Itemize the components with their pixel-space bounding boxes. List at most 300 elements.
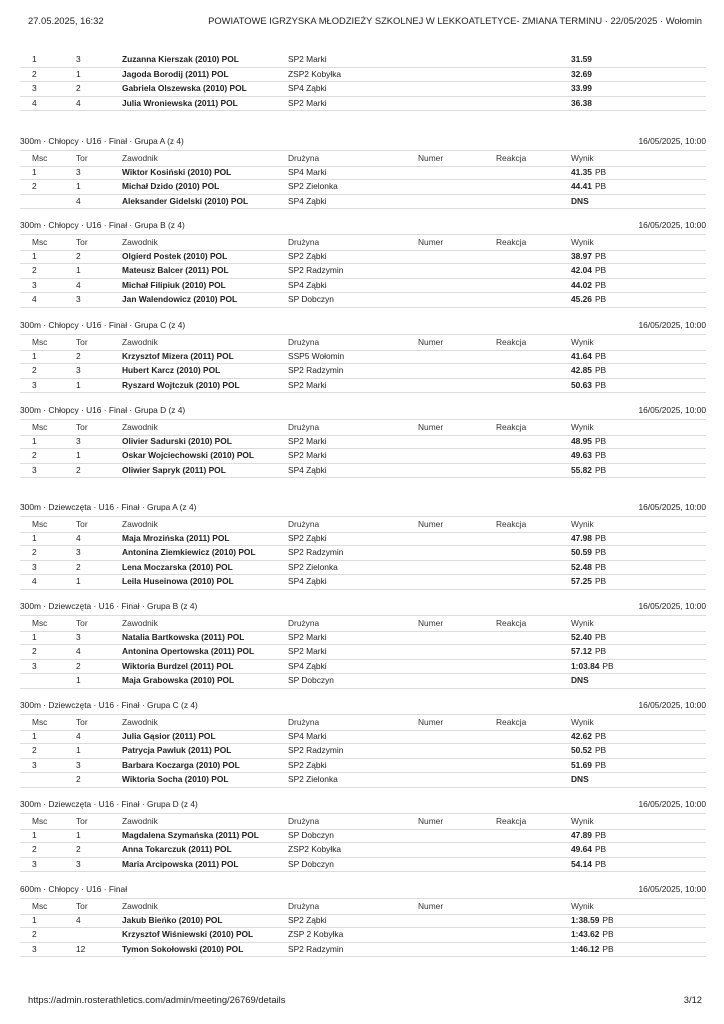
team-cell: ZSP2 Kobyłka [288, 68, 342, 79]
column-header: Msc [32, 901, 48, 911]
lane-cell: 1 [76, 829, 81, 840]
lane-cell: 3 [76, 54, 81, 64]
result-cell [571, 251, 606, 261]
lane-cell: 3 [76, 547, 81, 558]
table-row [20, 673, 706, 689]
result-value: 52.48 [571, 561, 592, 572]
lane-cell: 12 [76, 943, 86, 954]
athlete-name: Julia Wroniewska (2011) POL [122, 97, 238, 108]
lane-cell: 1 [76, 576, 81, 587]
team-cell: SP4 Ząbki [288, 464, 327, 475]
pb-badge: PB [594, 350, 607, 361]
team-cell: SP2 Marki [288, 631, 327, 642]
result-value: DNS [571, 675, 589, 686]
result-cell [571, 547, 606, 557]
result-cell [571, 450, 606, 460]
athlete-name: Zuzanna Kierszak (2010) POL [122, 54, 239, 64]
event-name: 300m · Dziewczęta · U16 · Finał · Grupa D (z 4) [20, 799, 198, 809]
result-value: 41.35 [571, 166, 592, 177]
place-cell: 4 [32, 576, 37, 587]
result-cell [571, 929, 614, 939]
lane-cell: 1 [76, 379, 81, 390]
footer-url[interactable]: https://admin.rosterathletics.com/admin/meeting/26769/details [28, 994, 286, 1005]
lane-cell: 2 [76, 774, 81, 785]
table-row [20, 67, 706, 83]
athlete-name: Barbara Koczarga (2010) POL [122, 759, 240, 770]
result-cell [571, 351, 606, 361]
result-value: 54.14 [571, 858, 592, 869]
result-value: 55.82 [571, 464, 592, 475]
team-cell: SP2 Ząbki [288, 250, 327, 261]
result-cell [571, 280, 606, 290]
pb-badge: PB [594, 759, 607, 770]
place-cell: 1 [32, 54, 37, 64]
place-cell: 2 [32, 547, 37, 558]
lane-cell: 1 [76, 675, 81, 686]
column-header: Reakcja [496, 422, 527, 432]
team-cell: SP Dobczyn [288, 829, 334, 840]
table-row [20, 743, 706, 759]
athlete-name: Gabriela Olszewska (2010) POL [122, 83, 247, 94]
column-header: Zawodnik [122, 237, 158, 247]
lane-cell: 2 [76, 561, 81, 572]
table-row [20, 560, 706, 576]
pb-badge: PB [602, 943, 614, 954]
result-value: 38.97 [571, 250, 592, 261]
result-value: 42.62 [571, 730, 592, 741]
team-cell: SP2 Ząbki [288, 759, 327, 770]
column-header: Reakcja [496, 337, 527, 347]
result-cell [571, 365, 606, 375]
column-header: Wynik [571, 901, 594, 911]
column-header: Msc [32, 717, 48, 727]
place-cell: 3 [32, 83, 37, 94]
lane-cell: 1 [76, 745, 81, 756]
table-row [20, 434, 706, 450]
lane-cell: 3 [76, 294, 81, 305]
column-header: Numer [418, 519, 444, 529]
result-cell [571, 774, 589, 784]
column-header: Msc [32, 337, 48, 347]
column-header: Numer [418, 422, 444, 432]
lane-cell: 3 [76, 631, 81, 642]
result-value: 1:03.84 [571, 660, 600, 671]
event-name: 600m · Chłopcy · U16 · Finał [20, 884, 128, 894]
place-cell: 1 [32, 829, 37, 840]
athlete-name: Maja Mrozińska (2011) POL [122, 532, 230, 543]
event-title [20, 405, 706, 419]
team-cell: SP2 Marki [288, 435, 327, 446]
event-name: 300m · Dziewczęta · U16 · Finał · Grupa C (z 4) [20, 700, 198, 710]
team-cell: SP2 Ząbki [288, 532, 327, 543]
lane-cell: 2 [76, 83, 81, 94]
event-name: 300m · Dziewczęta · U16 · Finał · Grupa A (z 4) [20, 502, 197, 512]
result-cell [571, 181, 606, 191]
table-row [20, 96, 706, 112]
pb-badge: PB [594, 379, 607, 390]
result-value: 49.63 [571, 450, 592, 461]
result-value: 44.02 [571, 279, 592, 290]
event-title [20, 136, 706, 150]
column-header: Zawodnik [122, 519, 158, 529]
table-row [20, 263, 706, 279]
place-cell: 2 [32, 646, 37, 657]
athlete-name: Antonina Opertowska (2011) POL [122, 646, 255, 657]
pb-badge: PB [602, 929, 614, 940]
lane-cell: 4 [76, 279, 81, 290]
result-cell [571, 915, 614, 925]
result-value: 50.59 [571, 547, 592, 558]
table-row [20, 81, 706, 97]
athlete-name: Maja Grabowska (2010) POL [122, 675, 235, 686]
pb-badge: PB [594, 450, 607, 461]
event-date: 16/05/2025, 10:00 [638, 601, 706, 611]
event-title [20, 700, 706, 714]
team-cell: SP2 Marki [288, 646, 327, 657]
team-cell: SP2 Marki [288, 450, 327, 461]
lane-cell: 4 [76, 646, 81, 657]
column-header: Tor [76, 519, 88, 529]
result-cell [571, 98, 592, 108]
result-value: 50.63 [571, 379, 592, 390]
event-date: 16/05/2025, 10:00 [638, 502, 706, 512]
lane-cell: 4 [76, 97, 81, 108]
place-cell: 2 [32, 929, 37, 940]
column-header: Reakcja [496, 153, 527, 163]
pb-badge: PB [594, 561, 607, 572]
column-header: Msc [32, 153, 48, 163]
place-cell: 3 [32, 943, 37, 954]
athlete-name: Maria Arcipowska (2011) POL [122, 858, 239, 869]
place-cell: 3 [32, 660, 37, 671]
athlete-name: Hubert Karcz (2010) POL [122, 365, 221, 376]
result-value: 1:38.59 [571, 914, 600, 925]
athlete-name: Patrycja Pawluk (2011) POL [122, 745, 232, 756]
result-cell [571, 859, 606, 869]
pb-badge: PB [602, 914, 614, 925]
team-cell: SP2 Radzymin [288, 943, 344, 954]
column-header: Drużyna [288, 717, 320, 727]
column-header: Wynik [571, 519, 594, 529]
column-header: Drużyna [288, 519, 320, 529]
pb-badge: PB [594, 547, 607, 558]
result-cell [571, 731, 606, 741]
pb-badge: PB [594, 829, 607, 840]
lane-cell: 1 [76, 68, 81, 79]
team-cell: SP4 Ząbki [288, 660, 327, 671]
place-cell: 3 [32, 464, 37, 475]
team-cell: SP4 Ząbki [288, 195, 327, 206]
column-header: Reakcja [496, 519, 527, 529]
athlete-name: Aleksander Gidelski (2010) POL [122, 195, 249, 206]
column-header: Zawodnik [122, 153, 158, 163]
result-cell [571, 632, 606, 642]
column-header: Tor [76, 422, 88, 432]
lane-cell: 3 [76, 435, 81, 446]
lane-cell: 2 [76, 660, 81, 671]
lane-cell: 4 [76, 532, 81, 543]
result-cell [571, 830, 606, 840]
result-cell [571, 562, 606, 572]
athlete-name: Lena Moczarska (2010) POL [122, 561, 233, 572]
table-row [20, 179, 706, 195]
table-row [20, 857, 706, 873]
result-cell [571, 944, 614, 954]
team-cell: SP2 Marki [288, 97, 327, 108]
place-cell: 1 [32, 435, 37, 446]
place-cell: 3 [32, 279, 37, 290]
result-cell [571, 533, 606, 543]
athlete-name: Jan Walendowicz (2010) POL [122, 294, 238, 305]
place-cell: 1 [32, 350, 37, 361]
table-row [20, 448, 706, 464]
event-date: 16/05/2025, 10:00 [638, 884, 706, 894]
event-name: 300m · Chłopcy · U16 · Finał · Grupa A (z 4) [20, 136, 184, 146]
table-row [20, 828, 706, 844]
result-value: DNS [571, 195, 589, 206]
lane-cell: 2 [76, 464, 81, 475]
team-cell: SP4 Ząbki [288, 83, 327, 94]
athlete-name: Krzysztof Wiśniewski (2010) POL [122, 929, 254, 940]
team-cell: SP2 Radzymin [288, 365, 344, 376]
athlete-name: Jakub Bieńko (2010) POL [122, 914, 223, 925]
pb-badge: PB [594, 631, 607, 642]
column-header: Msc [32, 422, 48, 432]
pb-badge: PB [594, 265, 607, 276]
athlete-name: Michał Filipiuk (2010) POL [122, 279, 226, 290]
result-value: 44.41 [571, 181, 592, 192]
column-header: Msc [32, 816, 48, 826]
table-row [20, 729, 706, 745]
column-header: Zawodnik [122, 901, 158, 911]
table-row [20, 574, 706, 590]
result-value: 45.26 [571, 294, 592, 305]
athlete-name: Antonina Ziemkiewicz (2010) POL [122, 547, 256, 558]
lane-cell: 2 [76, 844, 81, 855]
athlete-name: Wiktoria Socha (2010) POL [122, 774, 229, 785]
event-title [20, 502, 706, 516]
column-header: Msc [32, 237, 48, 247]
pb-badge: PB [594, 646, 607, 657]
pb-badge: PB [594, 844, 607, 855]
result-value: 49.64 [571, 844, 592, 855]
table-row [20, 758, 706, 774]
result-value: 42.04 [571, 265, 592, 276]
column-header: Numer [418, 717, 444, 727]
place-cell: 2 [32, 181, 37, 192]
event-date: 16/05/2025, 10:00 [638, 320, 706, 330]
column-header: Tor [76, 237, 88, 247]
athlete-name: Tymon Sokołowski (2010) POL [122, 943, 244, 954]
print-date: 27.05.2025, 16:32 [28, 15, 104, 26]
table-row [20, 772, 706, 788]
result-cell [571, 54, 592, 64]
event-name: 300m · Dziewczęta · U16 · Finał · Grupa B (z 4) [20, 601, 198, 611]
event-date: 16/05/2025, 10:00 [638, 136, 706, 146]
result-cell [571, 661, 614, 671]
athlete-name: Olgierd Postek (2010) POL [122, 250, 228, 261]
place-cell: 1 [32, 730, 37, 741]
athlete-name: Michał Dzido (2010) POL [122, 181, 220, 192]
result-cell [571, 436, 606, 446]
table-row [20, 659, 706, 675]
result-value: 47.98 [571, 532, 592, 543]
lane-cell: 2 [76, 250, 81, 261]
place-cell: 1 [32, 631, 37, 642]
pb-badge: PB [594, 279, 607, 290]
athlete-name: Jagoda Borodij (2011) POL [122, 68, 229, 79]
team-cell: SP2 Zielonka [288, 774, 338, 785]
pb-badge: PB [594, 730, 607, 741]
place-cell: 2 [32, 265, 37, 276]
result-value: 33.99 [571, 83, 592, 94]
result-value: 32.69 [571, 68, 592, 79]
result-value: 36.38 [571, 97, 592, 108]
pb-badge: PB [594, 435, 607, 446]
result-value: 1:46.12 [571, 943, 600, 954]
team-cell: SP4 Marki [288, 730, 327, 741]
place-cell: 1 [32, 166, 37, 177]
column-header: Tor [76, 618, 88, 628]
result-cell [571, 265, 606, 275]
result-value: 1:43.62 [571, 929, 600, 940]
result-cell [571, 380, 606, 390]
result-value: 41.64 [571, 350, 592, 361]
table-row [20, 249, 706, 265]
column-header: Tor [76, 816, 88, 826]
pb-badge: PB [594, 858, 607, 869]
lane-cell: 4 [76, 730, 81, 741]
lane-cell: 4 [76, 195, 81, 206]
result-value: 42.85 [571, 365, 592, 376]
athlete-name: Ryszard Wojtczuk (2010) POL [122, 379, 240, 390]
result-cell [571, 646, 606, 656]
pb-badge: PB [594, 464, 607, 475]
place-cell: 2 [32, 844, 37, 855]
result-cell [571, 83, 592, 93]
team-cell: SP2 Marki [288, 54, 327, 64]
pb-badge: PB [594, 576, 607, 587]
team-cell: SP Dobczyn [288, 858, 334, 869]
column-header: Numer [418, 816, 444, 826]
table-row [20, 349, 706, 365]
lane-cell: 4 [76, 914, 81, 925]
pb-badge: PB [602, 660, 614, 671]
team-cell: SP4 Ząbki [288, 279, 327, 290]
event-name: 300m · Chłopcy · U16 · Finał · Grupa B (z 4) [20, 220, 185, 230]
result-cell [571, 760, 606, 770]
event-date: 16/05/2025, 10:00 [638, 220, 706, 230]
team-cell: SP4 Ząbki [288, 576, 327, 587]
place-cell: 2 [32, 365, 37, 376]
event-name: 300m · Chłopcy · U16 · Finał · Grupa C (z 4) [20, 320, 186, 330]
column-header: Numer [418, 153, 444, 163]
lane-cell: 1 [76, 181, 81, 192]
table-row [20, 278, 706, 294]
result-value: 57.25 [571, 576, 592, 587]
column-header: Wynik [571, 237, 594, 247]
result-cell [571, 465, 606, 475]
table-row [20, 630, 706, 646]
place-cell: 2 [32, 745, 37, 756]
table-row [20, 165, 706, 181]
table-row [20, 842, 706, 858]
team-cell: SSP5 Wołomin [288, 350, 345, 361]
table-row [20, 363, 706, 379]
pb-badge: PB [594, 532, 607, 543]
column-header: Wynik [571, 337, 594, 347]
column-header: Zawodnik [122, 422, 158, 432]
place-cell: 3 [32, 379, 37, 390]
event-title [20, 884, 706, 898]
table-row [20, 545, 706, 561]
team-cell: SP4 Marki [288, 166, 327, 177]
column-header: Numer [418, 901, 444, 911]
team-cell: SP2 Zielonka [288, 181, 338, 192]
table-row [20, 463, 706, 479]
page-number: 3/12 [683, 994, 702, 1005]
event-title [20, 601, 706, 615]
table-row [20, 942, 706, 958]
athlete-name: Krzysztof Mizera (2011) POL [122, 350, 234, 361]
pb-badge: PB [594, 294, 607, 305]
lane-cell: 1 [76, 450, 81, 461]
column-header: Zawodnik [122, 618, 158, 628]
athlete-name: Olivier Sadurski (2010) POL [122, 435, 232, 446]
team-cell: ZSP 2 Kobyłka [288, 929, 344, 940]
place-cell: 2 [32, 68, 37, 79]
result-cell [571, 844, 606, 854]
result-cell [571, 167, 606, 177]
column-header: Reakcja [496, 237, 527, 247]
result-value: 48.95 [571, 435, 592, 446]
table-row [20, 194, 706, 210]
table-row [20, 644, 706, 660]
column-header: Zawodnik [122, 816, 158, 826]
athlete-name: Anna Tokarczuk (2011) POL [122, 844, 232, 855]
place-cell: 2 [32, 450, 37, 461]
pb-badge: PB [594, 365, 607, 376]
team-cell: SP2 Radzymin [288, 745, 344, 756]
column-header: Numer [418, 237, 444, 247]
column-header: Tor [76, 337, 88, 347]
event-date: 16/05/2025, 10:00 [638, 700, 706, 710]
pb-badge: PB [594, 250, 607, 261]
column-header: Tor [76, 717, 88, 727]
result-cell [571, 294, 606, 304]
column-header: Msc [32, 618, 48, 628]
team-cell: SP2 Radzymin [288, 265, 344, 276]
lane-cell: 3 [76, 365, 81, 376]
lane-cell: 3 [76, 759, 81, 770]
column-header: Drużyna [288, 337, 320, 347]
column-header: Msc [32, 519, 48, 529]
place-cell: 3 [32, 561, 37, 572]
column-header: Drużyna [288, 816, 320, 826]
event-title [20, 220, 706, 234]
column-header: Tor [76, 153, 88, 163]
place-cell: 3 [32, 858, 37, 869]
column-header: Wynik [571, 816, 594, 826]
team-cell: SP2 Zielonka [288, 561, 338, 572]
column-header: Reakcja [496, 816, 527, 826]
athlete-name: Julia Gąsior (2011) POL [122, 730, 216, 741]
athlete-name: Oskar Wojciechowski (2010) POL [122, 450, 255, 461]
place-cell: 3 [32, 759, 37, 770]
result-value: 50.52 [571, 745, 592, 756]
column-header: Wynik [571, 618, 594, 628]
column-header: Drużyna [288, 153, 320, 163]
